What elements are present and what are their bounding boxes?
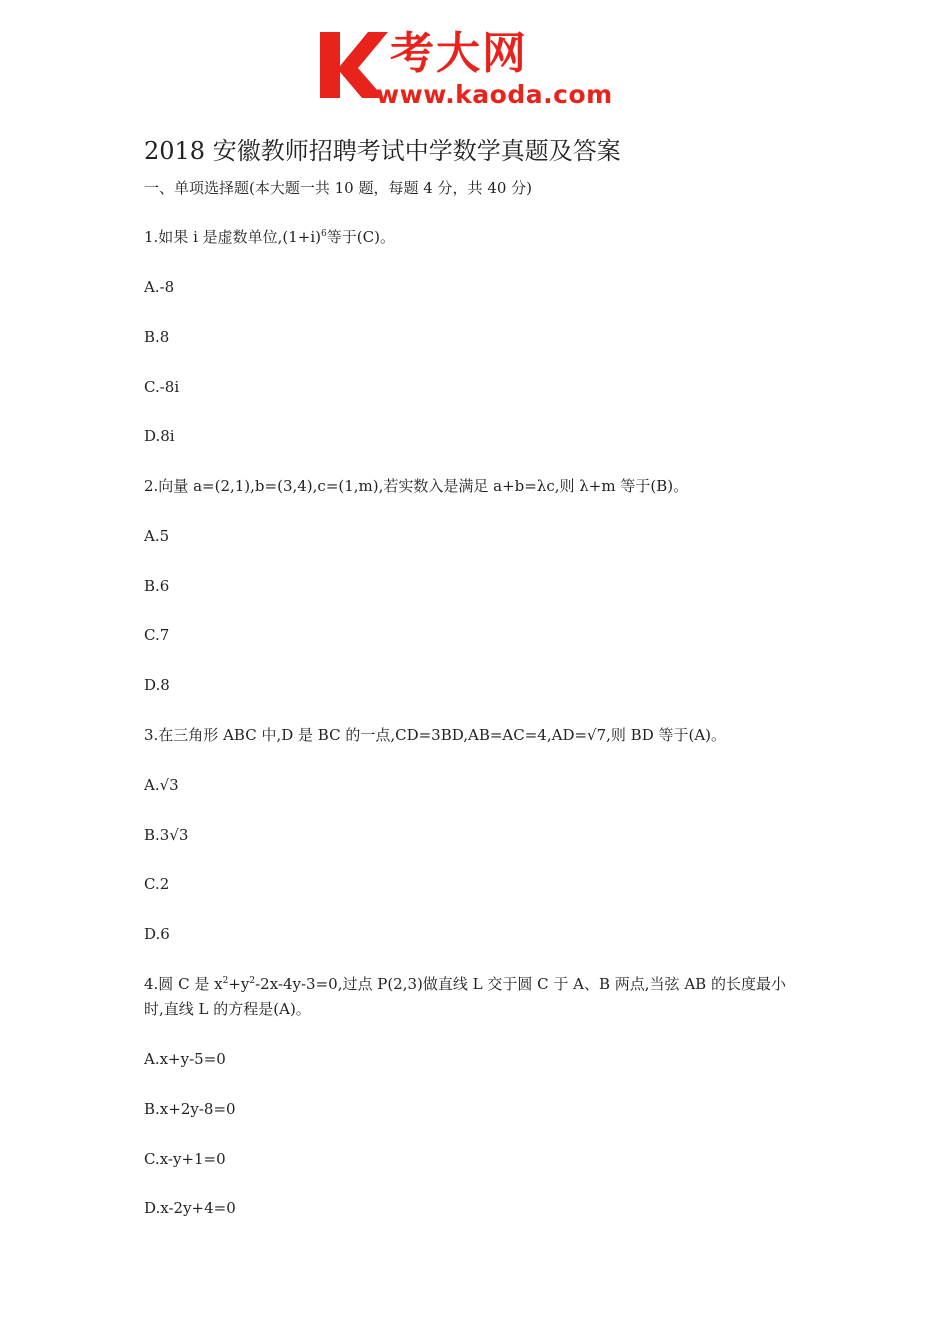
question-4-option-c: C.x-y+1=0: [144, 1150, 226, 1168]
kaoda-logo: [318, 26, 638, 110]
question-1-option-a: A.-8: [144, 278, 175, 296]
question-1-exponent: 6: [321, 229, 327, 239]
question-4-exponent-2: 2: [249, 976, 256, 986]
question-2-option-a: A.5: [144, 527, 170, 545]
question-2-option-b: B.6: [144, 577, 170, 595]
logo-brand-text: 考大网: [390, 28, 528, 79]
question-4-stem: [144, 972, 786, 996]
question-3-option-a: A.√3: [144, 776, 179, 794]
question-4-option-b: B.x+2y-8=0: [144, 1100, 236, 1118]
question-4-option-a: A.x+y-5=0: [144, 1050, 226, 1068]
document-title: 2018 安徽教师招聘考试中学数学真题及答案: [144, 137, 621, 165]
question-2-option-d: D.8: [144, 676, 170, 694]
question-4-stem-part-1: 4.圆 C 是 x: [144, 975, 223, 993]
question-1-option-d: D.8i: [144, 427, 175, 445]
question-4-stem-line-2: 时,直线 L 的方程是(A)。: [144, 1000, 311, 1018]
question-2-option-c: C.7: [144, 626, 170, 644]
question-1-option-c: C.-8i: [144, 378, 180, 396]
question-4-exponent-1: 2: [222, 976, 229, 986]
question-3-stem: 3.在三角形 ABC 中,D 是 BC 的一点,CD=3BD,AB=AC=4,AD=√7,则 BD 等于(A)。: [144, 726, 727, 744]
logo-url-text: www.kaoda.com: [376, 80, 613, 109]
question-1-option-b: B.8: [144, 328, 170, 346]
section-heading: 一、单项选择题(本大题一共 10 题，每题 4 分，共 40 分): [144, 179, 533, 197]
question-1-stem: [144, 225, 395, 249]
question-3-option-c: C.2: [144, 875, 170, 893]
question-4-stem-part-2: +y: [228, 975, 250, 993]
question-4-stem-part-3: -2x-4y-3=0,过点 P(2,3)做直线 L 交于圆 C 于 A、B 两点,当弦 AB 的长度最小: [255, 975, 786, 993]
question-4-option-d: D.x-2y+4=0: [144, 1199, 236, 1217]
question-3-option-b: B.3√3: [144, 826, 189, 844]
question-3-option-d: D.6: [144, 925, 170, 943]
question-1-stem-tail: 等于(C)。: [326, 228, 395, 246]
question-2-stem: 2.向量 a=(2,1),b=(3,4),c=(1,m),若实数入是满足 a+b=λc,则 λ+m 等于(B)。: [144, 477, 689, 495]
question-1-stem-text: 1.如果 i 是虚数单位,(1+i): [144, 228, 322, 246]
